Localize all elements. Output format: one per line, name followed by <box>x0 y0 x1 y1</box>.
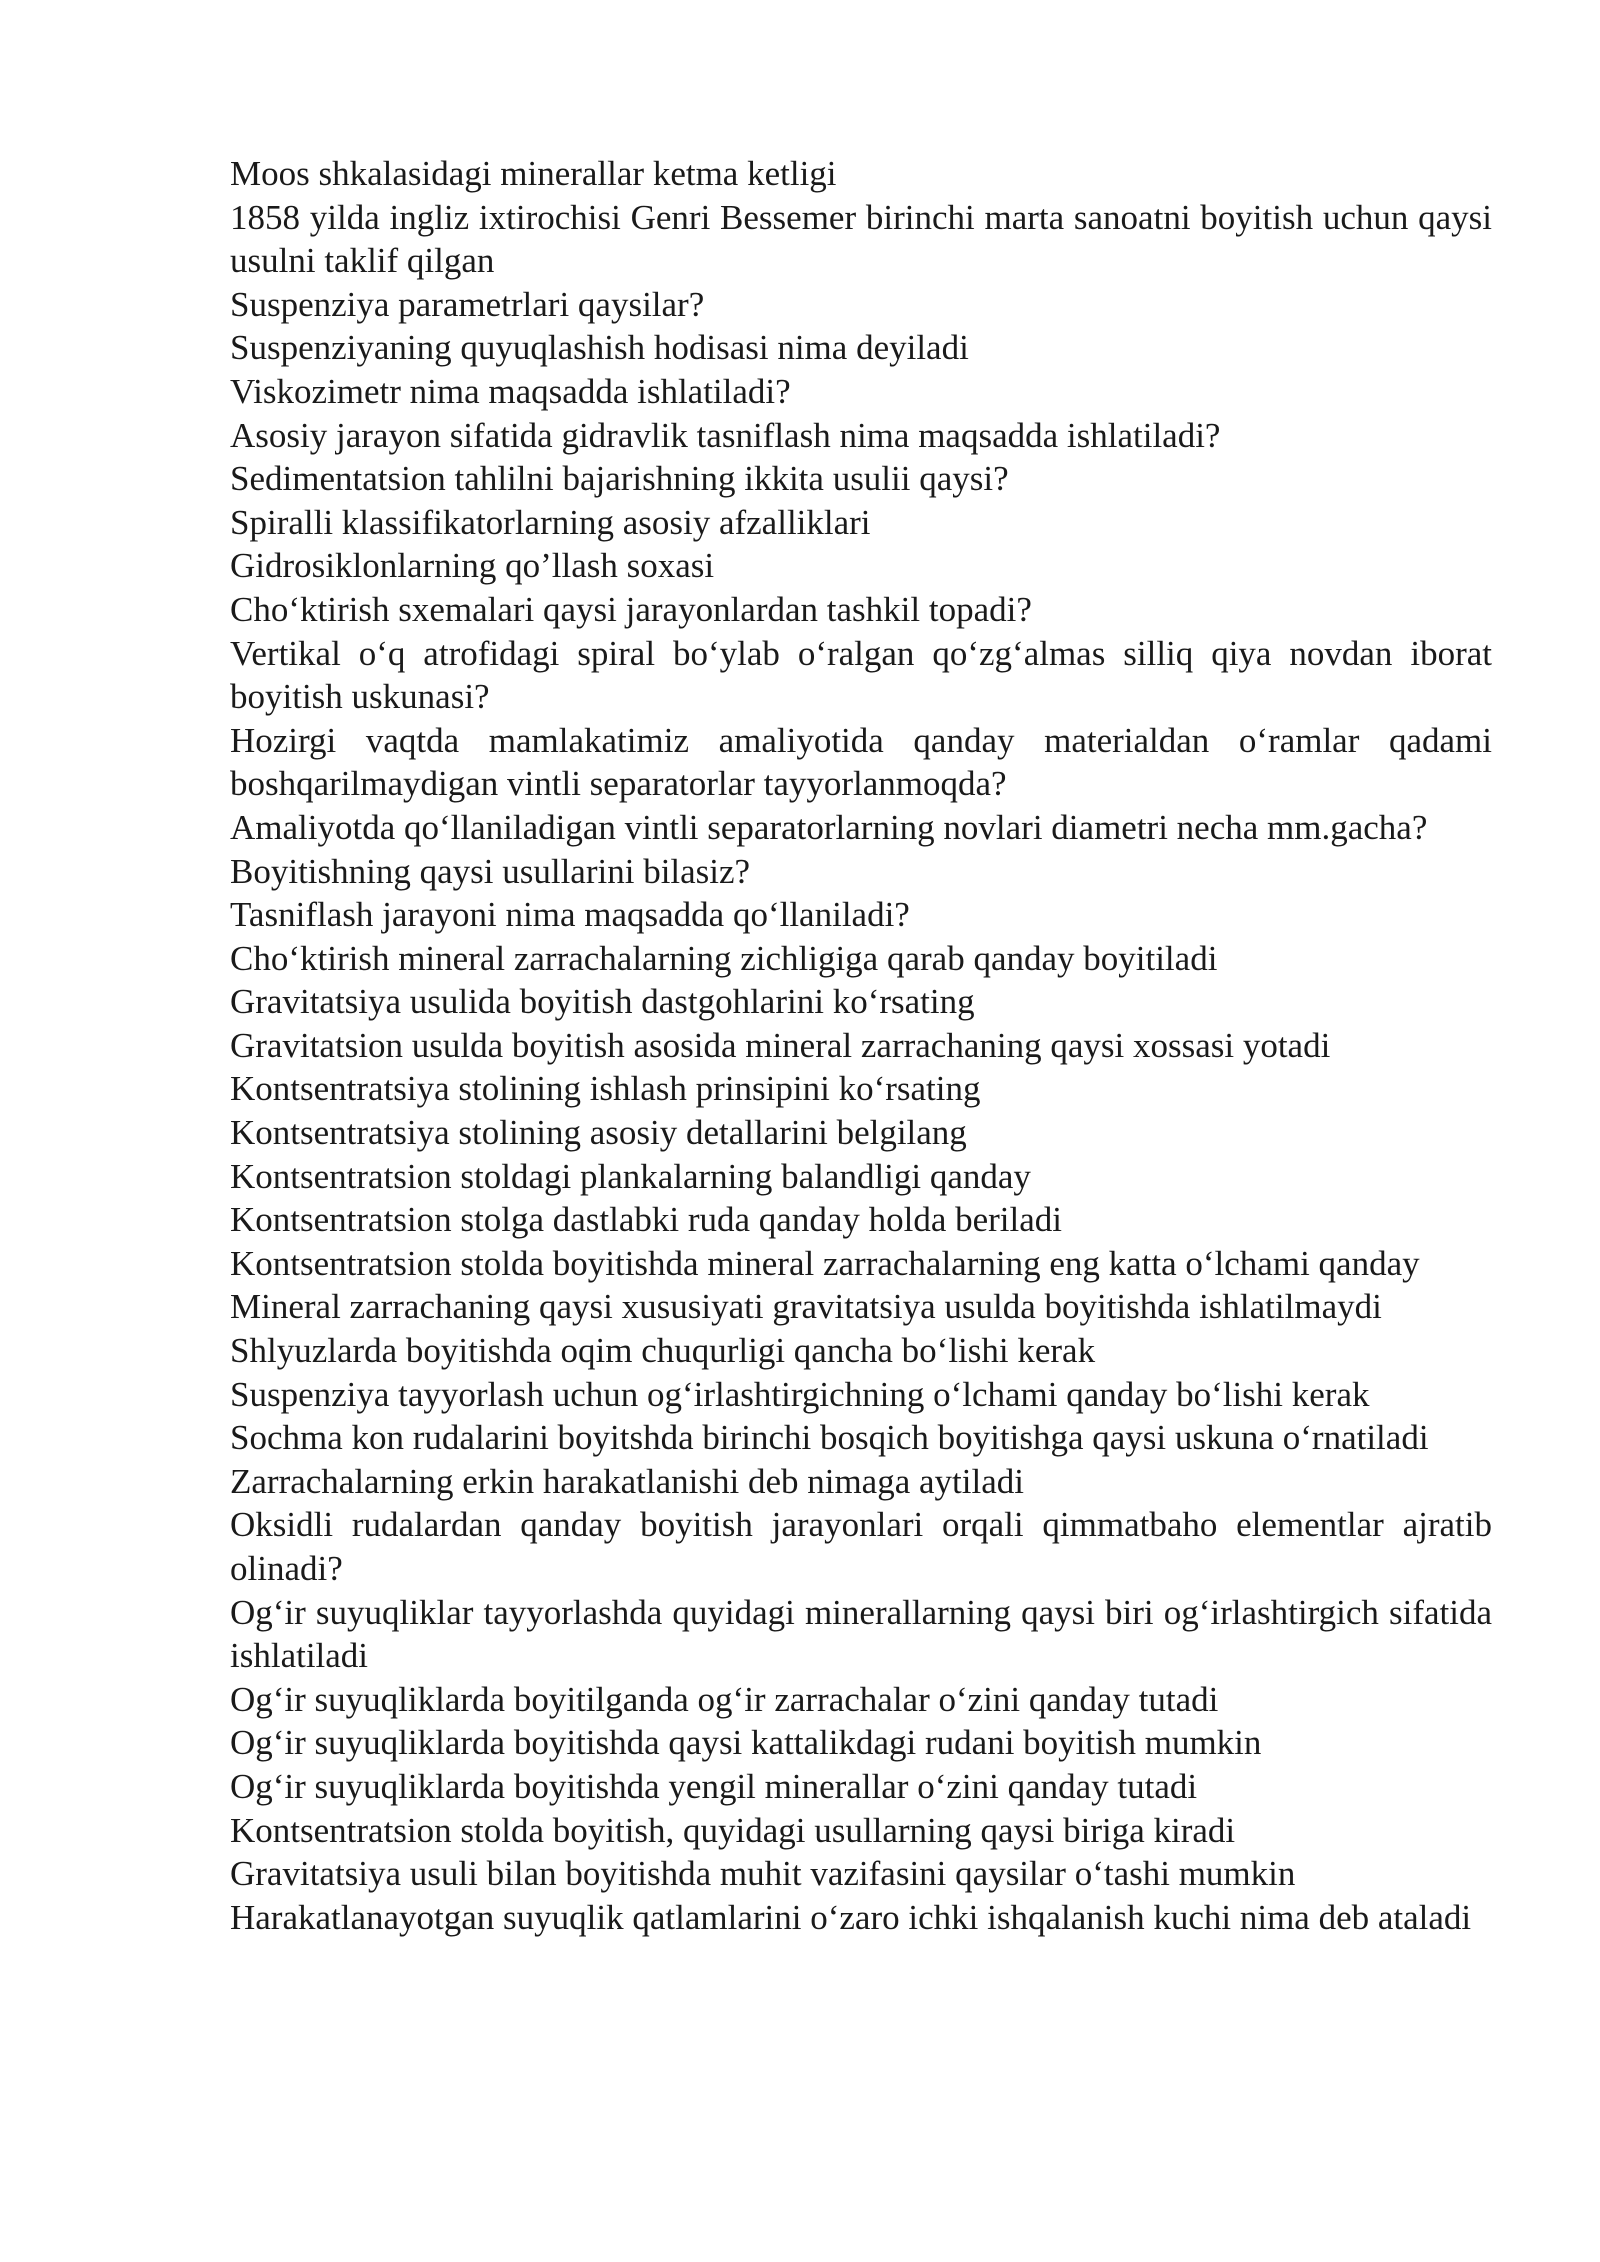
question-line: Suspenziya tayyorlash uchun og‘irlashtirgichning o‘lchami qanday bo‘lishi kerak <box>230 1374 1370 1414</box>
question-line: Gravitatsiya usuli bilan boyitishda muhit vazifasini qaysilar o‘tashi mumkin <box>230 1854 1296 1894</box>
question-line: Kontsentratsion stolga dastlabki ruda qanday holda beriladi <box>230 1200 1063 1240</box>
question-line: Gravitatsiya usulida boyitish dastgohlarini ko‘rsating <box>230 982 975 1022</box>
question-line: Moos shkalasidagi minerallar ketma ketligi <box>230 154 837 193</box>
question-line: Spiralli klassifikatorlarning asosiy afzalliklari <box>230 502 871 542</box>
question-line: Oksidli rudalardan qanday boyitish jarayonlari orqali qimmatbaho elementlar ajratib olinadi? <box>230 1505 1492 1588</box>
question-line: Og‘ir suyuqliklarda boyitilganda og‘ir zarrachalar o‘zini qanday tutadi <box>230 1679 1219 1719</box>
question-line: 1858 yilda ingliz ixtirochisi Genri Bessemer birinchi marta sanoatni boyitish uchun qaysi usulni taklif qilgan <box>230 197 1492 281</box>
question-line: Suspenziya parametrlari qaysilar? <box>230 284 705 324</box>
question-list <box>230 152 1492 1939</box>
question-line: Og‘ir suyuqliklarda boyitishda qaysi kattalikdagi rudani boyitish mumkin <box>230 1723 1262 1763</box>
question-line: Suspenziyaning quyuqlashish hodisasi nima deyiladi <box>230 328 969 368</box>
question-line: Harakatlanayotgan suyuqlik qatlamlarini o‘zaro ichki ishqalanish kuchi nima deb ataladi <box>230 1897 1472 1937</box>
question-line: Amaliyotda qo‘llaniladigan vintli separatorlarning novlari diametri necha mm.gacha? <box>230 807 1428 847</box>
question-line: Sochma kon rudalarini boyitshda birinchi bosqich boyitishga qaysi uskuna o‘rnatiladi <box>230 1418 1429 1458</box>
question-line: Kontsentratsion stolda boyitishda mineral zarrachalarning eng katta o‘lchami qanday <box>230 1243 1420 1283</box>
question-line: Shlyuzlarda boyitishda oqim chuqurligi qancha bo‘lishi kerak <box>230 1331 1096 1371</box>
question-line: Boyitishning qaysi usullarini bilasiz? <box>230 851 751 891</box>
question-line: Zarrachalarning erkin harakatlanishi deb nimaga aytiladi <box>230 1461 1024 1501</box>
question-line: Kontsentratsion stoldagi plankalarning balandligi qanday <box>230 1156 1031 1196</box>
question-line: Og‘ir suyuqliklarda boyitishda yengil minerallar o‘zini qanday tutadi <box>230 1766 1198 1806</box>
question-line: Kontsentratsiya stolining ishlash prinsipini ko‘rsating <box>230 1069 981 1109</box>
question-line: Tasniflash jarayoni nima maqsadda qo‘llaniladi? <box>230 895 910 935</box>
question-line: Asosiy jarayon sifatida gidravlik tasniflash nima maqsadda ishlatiladi? <box>230 415 1221 455</box>
question-line: Kontsentratsion stolda boyitish, quyidagi usullarning qaysi biriga kiradi <box>230 1810 1236 1850</box>
question-line: Hozirgi vaqtda mamlakatimiz amaliyotida qanday materialdan o‘ramlar qadami boshqarilmaydigan vintli separatorlar tayyorlanmoqda? <box>230 720 1492 804</box>
question-line: Kontsentratsiya stolining asosiy detallarini belgilang <box>230 1113 967 1153</box>
question-line: Vertikal o‘q atrofidagi spiral bo‘ylab o‘ralgan qo‘zg‘almas silliq qiya novdan iborat boyitish uskunasi? <box>230 633 1492 717</box>
question-line: Og‘ir suyuqliklar tayyorlashda quyidagi minerallarning qaysi biri og‘irlashtirgich sifatida ishlatiladi <box>230 1592 1492 1676</box>
question-line: Gravitatsion usulda boyitish asosida mineral zarrachaning qaysi xossasi yotadi <box>230 1025 1331 1065</box>
question-line: Sedimentatsion tahlilni bajarishning ikkita usulii qaysi? <box>230 459 1009 499</box>
question-line: Cho‘ktirish mineral zarrachalarning zichligiga qarab qanday boyitiladi <box>230 938 1218 978</box>
question-line: Cho‘ktirish sxemalari qaysi jarayonlardan tashkil topadi? <box>230 589 1032 629</box>
question-line: Mineral zarrachaning qaysi xususiyati gravitatsiya usulda boyitishda ishlatilmaydi <box>230 1287 1382 1327</box>
question-line: Viskozimetr nima maqsadda ishlatiladi? <box>230 371 791 411</box>
question-line: Gidrosiklonlarning qo’llash soxasi <box>230 546 715 586</box>
